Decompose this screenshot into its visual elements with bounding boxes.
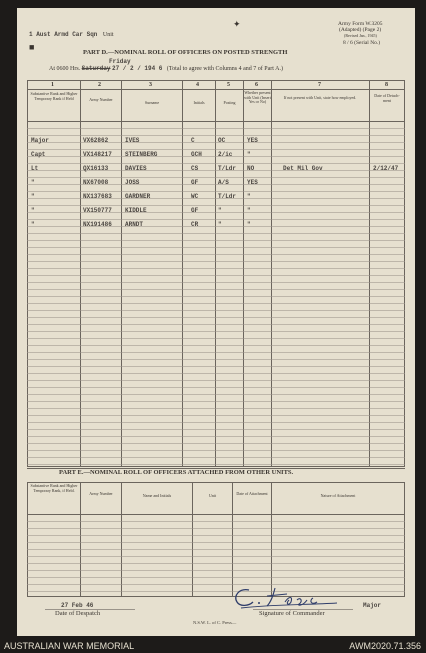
- e-header-army-number: Army Number: [89, 491, 113, 496]
- ruled-line: [27, 205, 405, 206]
- col-number: 3: [149, 82, 152, 88]
- cell-initials: GCH: [191, 151, 202, 158]
- ruled-line: [27, 373, 405, 374]
- cell-present: ": [247, 193, 251, 200]
- cell-rank: ": [31, 207, 35, 214]
- cell-date: 2/12/47: [373, 165, 399, 172]
- date-typed: 27 / 2 / 194 6: [111, 65, 163, 72]
- cell-initials: GF: [191, 207, 199, 214]
- ruled-line: [27, 436, 405, 437]
- e-header-date: Date of Attachment: [236, 491, 268, 496]
- cell-posting: OC: [218, 137, 226, 144]
- ruled-line: [27, 352, 405, 353]
- day-typed: Saturday: [81, 65, 111, 72]
- cell-posting: ": [218, 207, 222, 214]
- ruled-line: [27, 163, 405, 164]
- part-d-date-line: [49, 65, 283, 72]
- cell-initials: CS: [191, 165, 199, 172]
- ruled-line: [27, 401, 405, 402]
- cell-initials: CR: [191, 221, 199, 228]
- header-initials-label: Initials: [193, 100, 205, 105]
- form-adapted: (Adapted) (Page 2): [339, 27, 382, 33]
- header-employed: If not present with Unit, state how employed.: [283, 95, 357, 100]
- cell-initials: C: [191, 137, 195, 144]
- e-header-unit: Unit: [208, 493, 217, 498]
- ruled-line: [27, 261, 405, 262]
- cell-rank: Capt: [31, 151, 46, 158]
- form-page: [17, 8, 415, 636]
- despatch-label: Date of Despatch: [55, 610, 101, 617]
- cell-number: NX191486: [83, 221, 112, 228]
- cell-surname: GARDNER: [125, 193, 151, 200]
- unit-line: [29, 31, 114, 38]
- cell-surname: IVES: [125, 137, 140, 144]
- cell-present: ": [247, 151, 251, 158]
- ruled-line: [27, 324, 405, 325]
- cell-number: VX62862: [83, 137, 109, 144]
- archive-left: AUSTRALIAN WAR MEMORIAL: [4, 641, 135, 651]
- cell-surname: DAVIES: [125, 165, 147, 172]
- ruled-line: [27, 338, 405, 339]
- cell-present: YES: [247, 179, 258, 186]
- col-number: 7: [318, 82, 321, 88]
- col-number: 1: [51, 82, 54, 88]
- ruled-line: [27, 521, 405, 522]
- ruled-line: [27, 275, 405, 276]
- header-surname: Surname: [144, 100, 160, 105]
- cell-posting: ": [218, 221, 222, 228]
- printer-note: N.S.W. L. of C. Press—: [193, 620, 237, 625]
- col-number: 6: [255, 82, 258, 88]
- header-army-number: Army Number: [89, 97, 113, 102]
- ruled-line: [27, 345, 405, 346]
- ruled-line: [27, 556, 405, 557]
- ruled-line: [27, 219, 405, 220]
- cell-rank: ": [31, 221, 35, 228]
- cell-posting: 2/ic: [218, 151, 233, 158]
- ruled-line: [27, 310, 405, 311]
- ruled-line: [27, 177, 405, 178]
- ruled-line: [27, 233, 405, 234]
- header-present: Whether present with Unit (Insert Yes or No): [244, 90, 271, 104]
- ruled-line: [27, 408, 405, 409]
- total-note: (Total to agree with Columns 4 and 7 of Part A.): [166, 66, 283, 72]
- unit-label: Unit: [102, 32, 114, 38]
- col-number: 5: [227, 82, 230, 88]
- unit-name: 1 Aust Armd Car Sqn: [29, 31, 98, 38]
- cell-surname: STEINBERG: [125, 151, 158, 158]
- ruled-line: [27, 331, 405, 332]
- star-mark: ✦: [233, 19, 241, 29]
- cell-rank: Lt: [31, 165, 39, 172]
- ruled-line: [27, 422, 405, 423]
- ruled-line: [27, 240, 405, 241]
- cell-surname: ARNDT: [125, 221, 144, 228]
- cell-number: NX67008: [83, 179, 109, 186]
- cell-initials: WC: [191, 193, 199, 200]
- cell-number: VX150777: [83, 207, 112, 214]
- ruled-line: [27, 380, 405, 381]
- header-rank: Substantive Rank and Higher Temporary Rank if Held: [30, 91, 78, 101]
- ruled-line: [27, 254, 405, 255]
- ruled-line: [27, 366, 405, 367]
- cell-surname: JOSS: [125, 179, 140, 186]
- cell-number: VX148217: [83, 151, 112, 158]
- ruled-line: [27, 429, 405, 430]
- ruled-line: [27, 268, 405, 269]
- archive-footer: [0, 638, 426, 653]
- col-number: 2: [98, 82, 101, 88]
- bullet-mark: ■: [29, 42, 35, 52]
- cell-rank: ": [31, 179, 35, 186]
- ruled-line: [27, 191, 405, 192]
- form-number: Army Form W.3205: [338, 21, 383, 27]
- cell-present: ": [247, 221, 251, 228]
- col-number: 4: [196, 82, 199, 88]
- ruled-line: [27, 563, 405, 564]
- e-header-nature: Nature of Attachment: [320, 493, 356, 498]
- e-header-rank: Substantive Rank and Higher Temporary Rank, if Held.: [30, 483, 78, 493]
- cell-surname: KIDDLE: [125, 207, 147, 214]
- ruled-line: [27, 247, 405, 248]
- form-revised: (Revised Jan., 1945): [344, 33, 377, 38]
- cell-posting: T/Ldr: [218, 193, 237, 200]
- ruled-line: [27, 394, 405, 395]
- ruled-line: [27, 549, 405, 550]
- e-header-name: Name and Initials: [142, 493, 172, 498]
- ruled-line: [27, 387, 405, 388]
- cell-employed: Det Mil Gov: [283, 165, 323, 172]
- ruled-line: [27, 296, 405, 297]
- ruled-line: [27, 289, 405, 290]
- ruled-line: [27, 443, 405, 444]
- ruled-line: [27, 542, 405, 543]
- ruled-line: [27, 570, 405, 571]
- ruled-line: [27, 282, 405, 283]
- ruled-line: [27, 577, 405, 578]
- commander-signature: [227, 582, 357, 612]
- header-posting-label: Posting: [223, 100, 236, 105]
- cell-present: YES: [247, 137, 258, 144]
- day-overtyped: Friday: [109, 58, 131, 65]
- cell-present: ": [247, 207, 251, 214]
- cell-present: NO: [247, 165, 255, 172]
- header-date: Date of Detach-ment: [374, 93, 400, 103]
- cell-posting: A/S: [218, 179, 229, 186]
- part-d-title: PART D.—NOMINAL ROLL OF OFFICERS ON POSTED STRENGTH: [83, 49, 288, 56]
- ruled-line: [27, 528, 405, 529]
- ruled-line: [27, 450, 405, 451]
- despatch-date: 27 Feb 46: [61, 602, 94, 609]
- cell-rank: Major: [31, 137, 50, 144]
- cell-initials: GF: [191, 179, 199, 186]
- cell-posting: T/Ldr: [218, 165, 237, 172]
- ruled-line: [27, 303, 405, 304]
- part-e-title: PART E.—NOMINAL ROLL OF OFFICERS ATTACHED FROM OTHER UNITS.: [59, 469, 294, 476]
- ruled-line: [27, 415, 405, 416]
- cell-number: QX16133: [83, 165, 109, 172]
- signature-rank: Major: [363, 602, 382, 609]
- ruled-line: [27, 149, 405, 150]
- ruled-line: [27, 128, 405, 129]
- signature-label: Signature of Commander: [259, 610, 325, 617]
- ruled-line: [27, 359, 405, 360]
- serial-number: 8 / 6 (Serial No.): [343, 40, 381, 46]
- col-number: 8: [385, 82, 388, 88]
- ruled-line: [27, 135, 405, 136]
- at-text: At 0600 Hrs.: [49, 66, 81, 72]
- ruled-line: [27, 464, 405, 465]
- ruled-line: [27, 457, 405, 458]
- ruled-line: [27, 317, 405, 318]
- cell-number: NX137683: [83, 193, 112, 200]
- cell-rank: ": [31, 193, 35, 200]
- archive-right: AWM2020.71.356: [349, 641, 421, 651]
- ruled-line: [27, 535, 405, 536]
